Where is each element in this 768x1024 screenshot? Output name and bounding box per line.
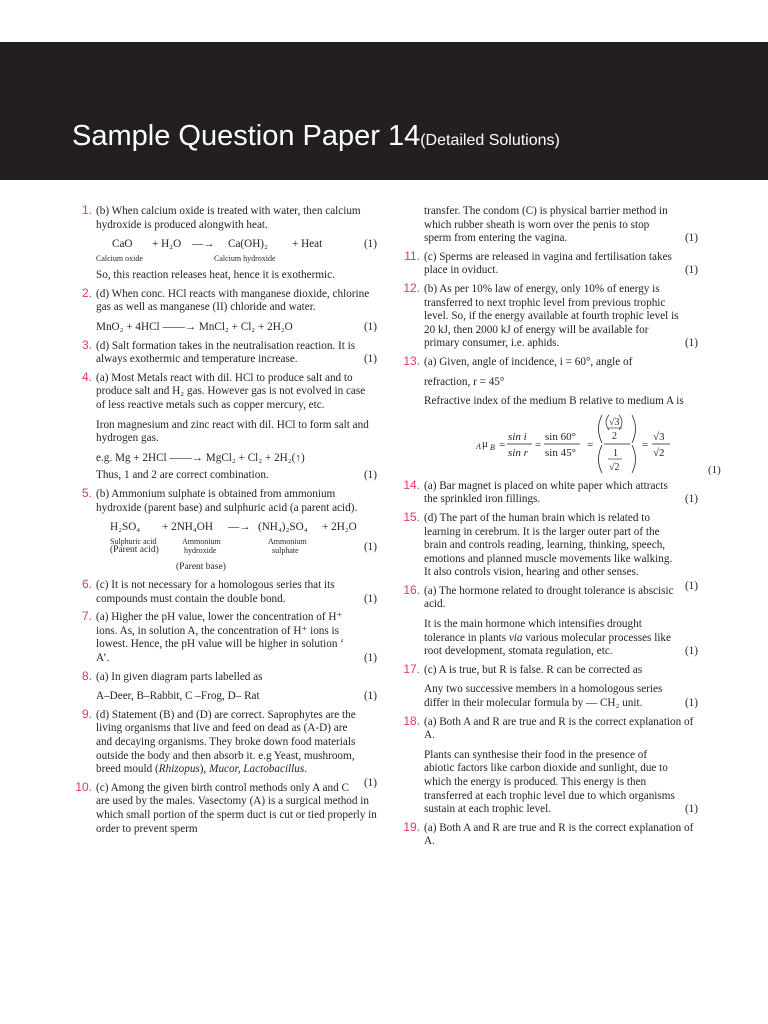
question-7 <box>72 611 377 665</box>
marks: (1) <box>684 579 698 592</box>
formula-sub-left: A <box>476 441 481 451</box>
marks: (1) <box>684 803 698 816</box>
marks: (1) <box>363 592 377 605</box>
formula-eq: = <box>642 438 649 451</box>
answer-text: (b) When calcium oxide is treated with water, then calcium hydroxide is produced alongwith heat. <box>96 205 361 231</box>
question-12 <box>400 280 698 351</box>
question-10-continued <box>400 205 698 246</box>
answer-text: Refractive index of the medium B relative to medium A is <box>424 395 684 408</box>
header-band <box>0 42 768 180</box>
answer-text: (1) transfer. The condom (C) is physical barrier method in which rubber sheath is worn over the penis to stop sperm from entering the vagina. <box>424 205 698 245</box>
eq-term: CaO <box>112 238 133 251</box>
question-number: 12. <box>403 280 420 295</box>
formula-num: 1 <box>613 447 618 459</box>
answer-text: refraction, r = 45° <box>424 375 505 388</box>
answer-text: (1) (b) As per 10% law of energy, only 10% of energy is transferred to next trophic level from previous trophic level. So, if the energy available at fourth trophic level is 20 kJ, then 2000 kJ of energy will be available for primary consumer, i.e. aphids. <box>424 282 698 350</box>
formula-sub-right: B <box>490 442 495 452</box>
title-subtitle: (Detailed Solutions) <box>420 132 560 149</box>
eq-term: H₂SO₄ <box>110 521 141 534</box>
question-10 <box>72 779 377 836</box>
answer-text: (a) Most Metals react with dil. HCl to produce salt and to produce salt and H₂ gas. However gas is not evolved in case of less reactive metals such as copper mercury, etc. <box>96 371 366 411</box>
equation-labels <box>96 537 377 559</box>
question-8 <box>72 668 377 704</box>
question-4 <box>72 369 377 483</box>
formula-den: √2 <box>609 461 620 473</box>
formula-den: sin r <box>508 446 528 459</box>
marks: (1) <box>363 238 377 251</box>
marks: (1) <box>684 264 698 277</box>
question-number: 18. <box>403 713 420 728</box>
answer-text: Iron magnesium and zinc react with dil. HCl to form salt and hydrogen gas. <box>96 418 369 445</box>
title-main: Sample Question Paper 14 <box>72 120 421 152</box>
page-title <box>72 120 560 153</box>
formula-den: sin 45° <box>545 446 576 459</box>
answer-text: (b) Ammonium sulphate is obtained from ammonium hydroxide (parent base) and sulphuric acid (a parent acid). <box>96 487 358 514</box>
marks: (1) <box>684 645 698 658</box>
marks: (1) <box>363 690 377 703</box>
formula-num: √3 <box>653 430 665 443</box>
answer-text: (a) The hormone related to drought tolerance is abscisic acid. <box>424 584 674 611</box>
equation <box>96 238 377 252</box>
equation: (1) MnO₂ + 4HCl ——→ MnCl₂ + Cl₂ + 2H₂O <box>96 320 377 333</box>
equation-labels <box>96 254 377 265</box>
marks: (1) <box>708 463 721 475</box>
formula-den: 2 <box>612 430 617 442</box>
formula-num: sin i <box>508 430 527 443</box>
eq-arrow: —→ <box>192 238 215 251</box>
answer-text: (1) (d) Statement (B) and (D) are correct. Saprophytes are the living organisms that live and feed on dead as (A-D) are and decaying organisms. They broke down food materials outside the body and then absorb it. e.g Yeast, mushroom, breed mould (Rhizopus), Mucor, Lactobacillus. <box>96 708 377 789</box>
eq-term: + 2H₂O <box>322 521 357 534</box>
question-1 <box>72 205 377 283</box>
question-number: 1. <box>81 203 92 217</box>
question-number: 3. <box>81 337 92 352</box>
question-number: 7. <box>81 609 92 624</box>
question-number: 16. <box>403 582 420 597</box>
eq-label: Sulphuric acid <box>110 537 157 547</box>
answer-text: So, this reaction releases heat, hence it is exothermic. <box>96 269 335 282</box>
eq-term: + Heat <box>292 238 323 251</box>
question-2 <box>72 285 377 335</box>
answer-text: (d) When conc. HCl reacts with manganese dioxide, chlorine gas as well as manganese (II) chloride and water. <box>96 287 370 314</box>
answer-text: (1) Plants can synthesise their food in the presence of abiotic factors like carbon dioxide and sunlight, due to which the energy is produced. This energy is then transferred at each trophic level due to which organisms sustain at each trophic level. <box>424 748 698 816</box>
formula-num: sin 60° <box>545 430 576 443</box>
left-column <box>72 205 377 841</box>
formula-mu: μ <box>482 437 488 450</box>
formula-eq: = <box>535 438 542 451</box>
question-number: 8. <box>81 668 92 683</box>
answer-text: (1) (d) The part of the human brain which is related to learning in cerebrum. It is the larger outer part of the brain and controls reading, learning, thinking, speech, emotions and planned muscle movements like walking. It also controls vision, hearing and other senses. <box>424 511 698 592</box>
question-number: 17. <box>403 661 420 676</box>
eq-term: + 2NH₄OH <box>162 521 213 534</box>
answer-text: (c) A is true, but R is false. R can be corrected as <box>424 663 643 676</box>
paren-left <box>599 415 603 473</box>
marks: (1) <box>363 469 377 482</box>
question-number: 4. <box>81 369 92 384</box>
question-number: 14. <box>403 477 420 492</box>
question-number: 10. <box>75 779 92 794</box>
question-number: 6. <box>81 577 92 592</box>
formula-num: √3 <box>609 416 620 428</box>
equation-labels <box>96 563 377 574</box>
question-number: 5. <box>81 485 92 500</box>
question-13 <box>400 353 721 475</box>
marks: (1) <box>684 697 698 710</box>
answer-text: (a) Both A and R are true and R is the correct explanation of A. <box>424 715 694 742</box>
paren-right <box>632 415 636 473</box>
eq-label: sulphate <box>272 546 299 556</box>
answer-text: (1) (a) Bar magnet is placed on white paper which attracts the sprinkled iron fillings. <box>424 479 698 506</box>
eq-label: hydroxide <box>184 546 217 556</box>
marks: (1) <box>363 776 377 789</box>
question-19 <box>400 819 698 849</box>
marks: (1) <box>363 320 377 333</box>
question-3 <box>72 337 377 367</box>
question-number: 13. <box>403 353 420 368</box>
question-5 <box>72 485 377 574</box>
formula-eq: = <box>587 438 594 451</box>
eq-term: + H₂O <box>152 238 182 251</box>
marks: (1) <box>363 652 377 665</box>
answer-text: (1) (c) It is not necessary for a homologous series that its compounds must contain the double bond. <box>96 579 377 605</box>
answer-text: (a) In given diagram parts labelled as <box>96 670 263 683</box>
eq-term: (NH₄)₂SO₄ <box>258 521 308 534</box>
formula-den: √2 <box>653 446 665 459</box>
equation <box>96 521 377 535</box>
question-6 <box>72 579 377 606</box>
formula-eq: = <box>499 438 506 451</box>
eq-label: Ammonium <box>182 537 221 547</box>
answer-text: (1) Thus, 1 and 2 are correct combination. <box>96 469 377 482</box>
equation: e.g. Mg + 2HCl ——→ MgCl₂ + Cl₂ + 2H₂(↑) <box>96 451 305 464</box>
eq-label: (Parent base) <box>176 562 226 573</box>
question-number: 15. <box>403 509 420 524</box>
question-number: 19. <box>403 819 420 834</box>
formula-svg <box>424 413 722 475</box>
eq-label: Ammonium <box>268 537 307 547</box>
question-14 <box>400 477 698 507</box>
question-16 <box>400 582 698 659</box>
eq-arrow: —→ <box>228 521 251 534</box>
answer-text: (c) Among the given birth control methods only A and C are used by the males. Vasectomy (A) is a surgical method in which small portion of the sperm duct is cut or tied properly in order to prevent sperm <box>96 781 377 835</box>
eq-label: (Parent acid) <box>110 545 159 556</box>
question-number: 2. <box>81 285 92 300</box>
question-17 <box>400 661 698 711</box>
eq-label: Calcium hydroxide <box>214 254 276 264</box>
answer-text: (1) Any two successive members in a homologous series differ in their molecular formula by — CH₂ unit. <box>424 683 698 710</box>
marks: (1) <box>684 493 698 506</box>
answer-text: (1) (c) Sperms are released in vagina and fertilisation takes place in oviduct. <box>424 250 698 277</box>
question-11 <box>400 248 698 278</box>
marks: (1) <box>684 337 698 350</box>
answer-text: (1) A–Deer, B–Rabbit, C –Frog, D– Rat <box>96 690 377 703</box>
right-column <box>400 205 721 854</box>
answer-text: (1) (d) Salt formation takes in the neutralisation reaction. It is always exothermic and temperature increase. <box>96 339 377 366</box>
marks: (1) <box>684 232 698 245</box>
question-number: 11. <box>404 248 420 263</box>
marks: (1) <box>363 541 377 554</box>
eq-term: Ca(OH)₂ <box>228 238 268 251</box>
marks: (1) <box>363 353 377 366</box>
question-number: 9. <box>81 706 92 721</box>
question-18 <box>400 713 698 817</box>
answer-text: (a) Both A and R are true and R is the correct explanation of A. <box>424 821 694 848</box>
answer-text: (a) Given, angle of incidence, i = 60°, angle of <box>424 355 633 368</box>
refractive-index-formula <box>424 413 721 475</box>
eq-label: Calcium oxide <box>96 254 143 264</box>
answer-text: (1) (a) Higher the pH value, lower the concentration of H⁺ ions. As, in solution A, the concentration of H⁺ ions is lowest. Hence, the pH value will be higher in solution ‘ A’. <box>96 611 377 665</box>
answer-text: (1) It is the main hormone which intensifies drought tolerance in plants via various molecular processes like root development, stomata regulation, etc. <box>424 618 698 658</box>
